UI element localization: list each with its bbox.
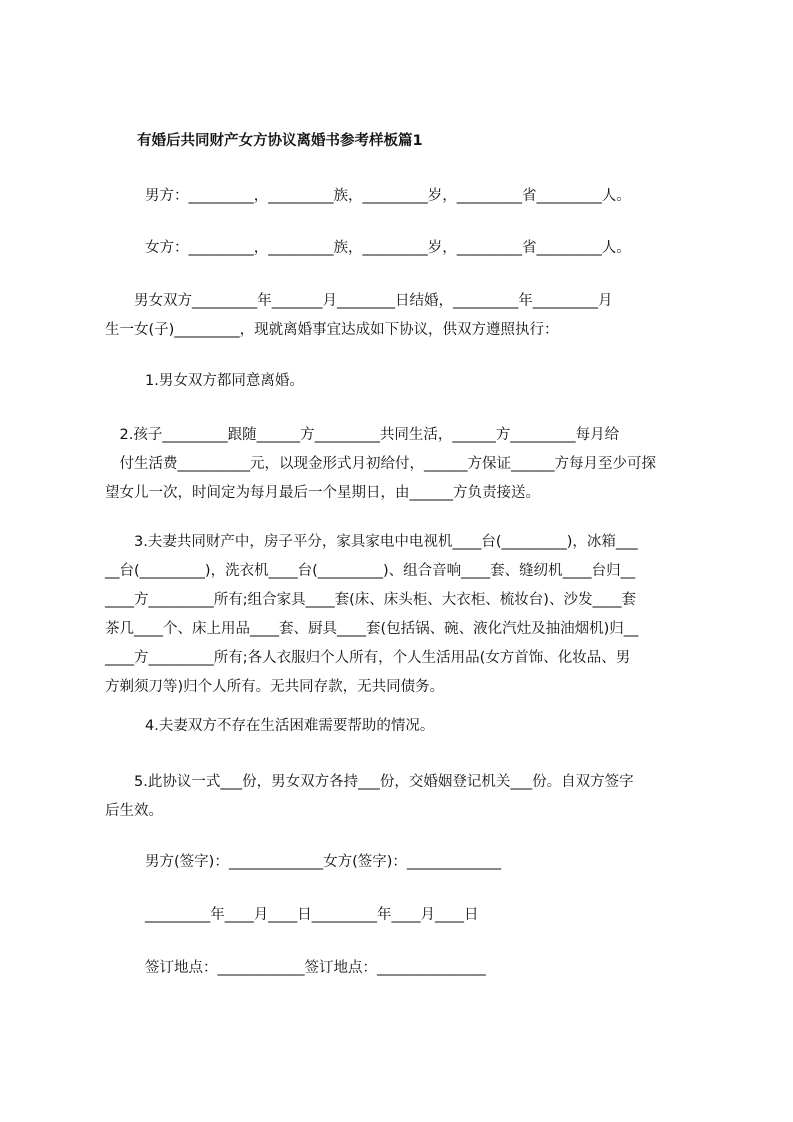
clause-5-line-2: 后生效。: [105, 803, 163, 819]
clause-2-line-3: 望女儿一次，时间定为每月最后一个星期日，由______方负责接送。: [105, 485, 540, 501]
clause-3: [105, 528, 701, 702]
document-title: 有婚后共同财产女方协议离婚书参考样板篇1: [137, 133, 423, 149]
marriage-line-2: 生一女(子)_________，现就离婚事宜达成如下协议，供双方遵照执行：: [105, 322, 559, 338]
clause-2-line-1: 2.孩子_________跟随______方_________共同生活，______方_________每月给: [105, 427, 620, 443]
clause-3-line-5: ____方_________所有;各人衣服归个人所有，个人生活用品(女方首饰、化妆品、男: [105, 650, 631, 666]
clause-3-line-2: __台(_________)，洗衣机____台(_________)、组合音响____套、缝纫机____台归__: [105, 563, 636, 579]
marriage-paragraph: [105, 287, 701, 345]
date-line: _________年____月____日_________年____月____日: [145, 907, 479, 923]
clause-2-line-2: 付生活费__________元，以现金形式月初给付，______方保证______方每月至少可探: [105, 456, 656, 472]
marriage-line-1: 男女双方_________年_______月________日结婚，_________年_________月: [105, 293, 613, 309]
clause-2: [105, 421, 701, 508]
clause-1: 1.男女双方都同意离婚。: [145, 373, 304, 389]
clause-5-line-1: 5.此协议一式___份，男女双方各持___份，交婚姻登记机关___份。自双方签字: [105, 774, 634, 790]
clause-3-line-6: 方剃须刀等)归个人所有。无共同存款，无共同债务。: [105, 679, 445, 695]
wife-info-line: 女方：_________，_________族，_________岁，_________省_________人。: [145, 240, 631, 256]
place-line: 签订地点：____________签订地点：_______________: [145, 960, 486, 976]
clause-3-line-1: 3.夫妻共同财产中，房子平分，家具家电中电视机____台(_________)，冰箱___: [105, 534, 638, 550]
clause-3-line-3: ____方_________所有;组合家具____套(床、床头柜、大衣柜、梳妆台)、沙发____套: [105, 592, 636, 608]
clause-3-line-4: 茶几____个、床上用品____套、厨具____套(包括锅、碗、液化汽灶及抽油烟机)归__: [105, 621, 639, 637]
clause-4: 4.夫妻双方不存在生活困难需要帮助的情况。: [145, 718, 435, 734]
clause-5: [105, 768, 701, 826]
signature-line: 男方(签字)：_____________女方(签字)：_____________: [145, 854, 502, 870]
husband-info-line: 男方：_________，_________族，_________岁，_________省_________人。: [145, 188, 631, 204]
